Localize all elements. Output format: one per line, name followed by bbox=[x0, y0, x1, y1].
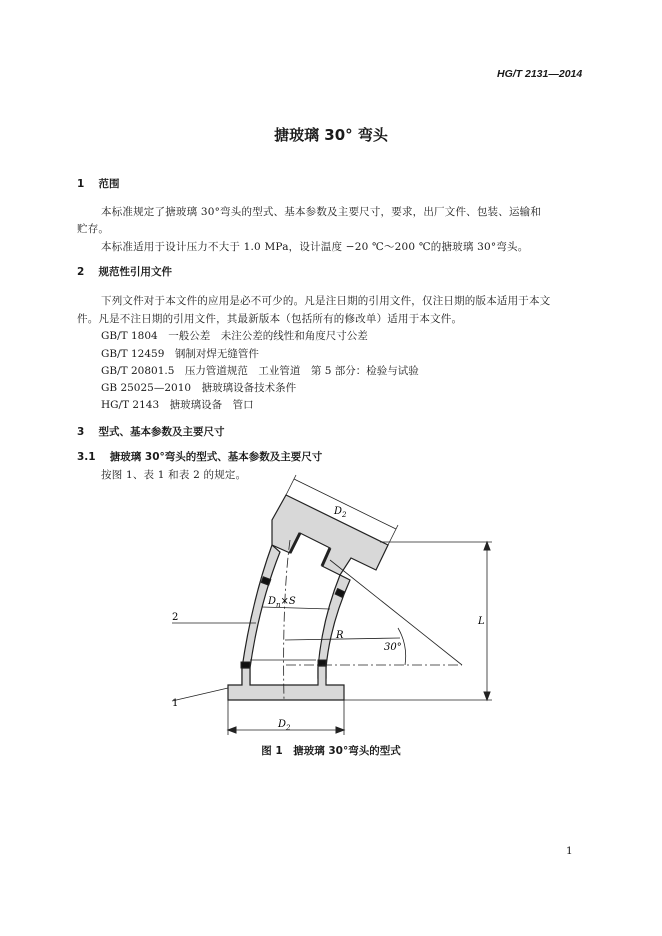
subsection-3-1-title: 搪玻璃 30°弯头的型式、基本参数及主要尺寸 bbox=[109, 451, 323, 463]
section-1-title: 范围 bbox=[98, 178, 120, 190]
section-1-number: 1 bbox=[77, 178, 85, 190]
section-1-para-1-line-1: 本标准规定了搪玻璃 30°弯头的型式、基本参数及主要尺寸，要求，出厂文件、包装、运输和 bbox=[101, 206, 542, 218]
standard-number: HG/T 2131—2014 bbox=[497, 68, 583, 80]
d2-top-label: $D_2$ bbox=[334, 506, 347, 519]
section-2-number: 2 bbox=[77, 266, 85, 278]
radius-label: R bbox=[336, 630, 344, 641]
top-flange bbox=[272, 495, 388, 575]
section-3-number: 3 bbox=[77, 426, 85, 438]
angle-label: 30° bbox=[384, 642, 402, 653]
callout-2: 2 bbox=[172, 612, 179, 623]
d2-bottom-label: $D_2$ bbox=[278, 719, 291, 732]
figure-caption: 图 1 搪玻璃 30°弯头的型式 bbox=[261, 745, 401, 757]
normative-reference: GB/T 20801.5 压力管道规范 工业管道 第 5 部分：检验与试验 bbox=[101, 365, 419, 377]
section-2-para-line-1: 下列文件对于本文件的应用是必不可少的。凡是注日期的引用文件，仅注日期的版本适用于本文 bbox=[101, 295, 551, 307]
section-3-title: 型式、基本参数及主要尺寸 bbox=[98, 426, 225, 438]
callout-1: 1 bbox=[172, 698, 179, 709]
section-1-para-1-line-2: 贮存。 bbox=[77, 223, 110, 235]
subsection-3-1-para: 按图 1、表 1 和表 2 的规定。 bbox=[101, 469, 247, 481]
section-2-title: 规范性引用文件 bbox=[98, 266, 172, 278]
normative-reference: GB/T 12459 钢制对焊无缝管件 bbox=[101, 348, 259, 360]
page-title: 搪玻璃 30° 弯头 bbox=[274, 126, 388, 144]
section-2-para-line-2: 件。凡是不注日期的引用文件，其最新版本（包括所有的修改单）适用于本文件。 bbox=[77, 313, 463, 325]
section-1-para-2: 本标准适用于设计压力不大于 1.0 MPa，设计温度 −20 ℃～200 ℃的搪玻璃 30°弯头。 bbox=[101, 241, 529, 253]
page-number: 1 bbox=[566, 845, 573, 857]
subsection-3-1-number: 3.1 bbox=[77, 451, 96, 463]
bottom-flange bbox=[228, 666, 344, 700]
dn-s-label: $D_n\times S$ bbox=[268, 596, 296, 609]
normative-reference: HG/T 2143 搪玻璃设备 管口 bbox=[101, 399, 254, 411]
normative-reference: GB 25025—2010 搪玻璃设备技术条件 bbox=[101, 382, 297, 394]
normative-reference: GB/T 1804 一般公差 未注公差的线性和角度尺寸公差 bbox=[101, 330, 368, 342]
length-label: L bbox=[478, 616, 485, 627]
